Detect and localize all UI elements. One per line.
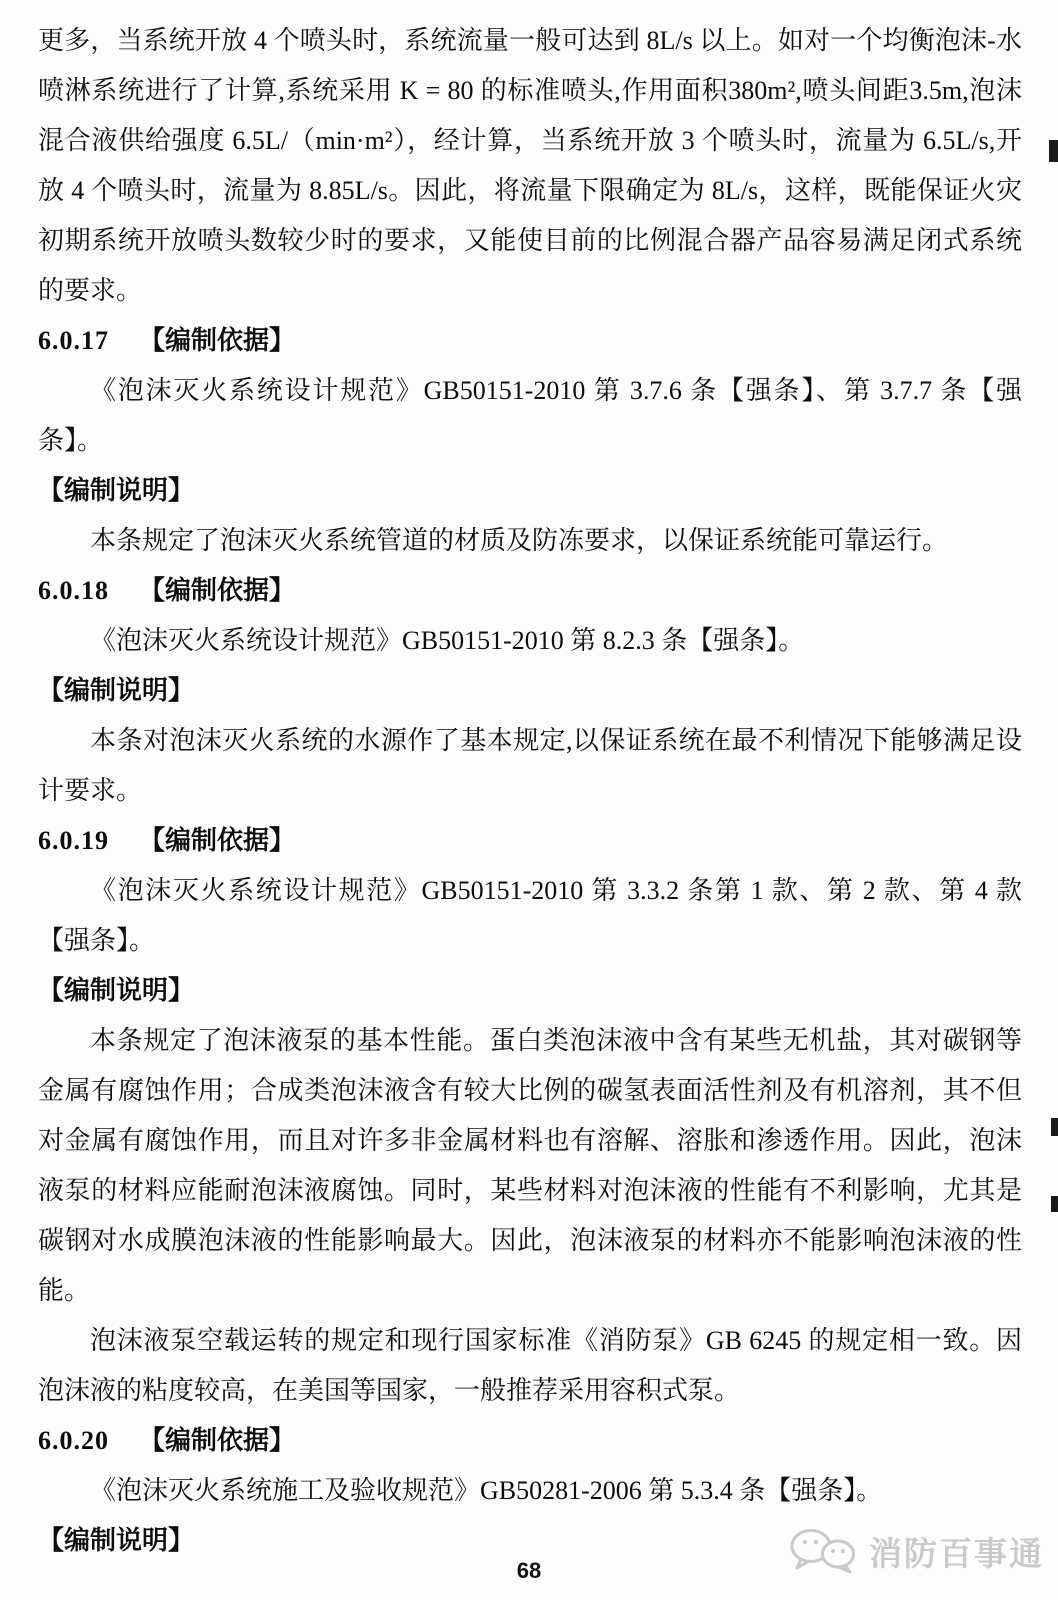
section-label: 【编制依据】: [139, 326, 296, 355]
section-heading-6-0-18: [38, 566, 1022, 616]
chat-bubbles-icon: [787, 1526, 861, 1576]
section-number: 6.0.17: [38, 326, 109, 355]
scan-artifact: [1051, 1118, 1058, 1136]
section-number: 6.0.18: [38, 576, 109, 605]
section-number: 6.0.19: [38, 826, 109, 855]
body-paragraph: 泡沫液泵空载运转的规定和现行国家标准《消防泵》GB 6245 的规定相一致。因泡沫液的粘度较高，在美国等国家，一般推荐采用容积式泵。: [38, 1326, 1022, 1405]
section-heading-6-0-19: [38, 816, 1022, 866]
subsection-heading: 【编制说明】: [38, 976, 195, 1005]
section-heading-6-0-20: [38, 1416, 1022, 1466]
watermark: [787, 1526, 1044, 1576]
subsection-heading: 【编制说明】: [38, 676, 195, 705]
scan-artifact: [1051, 1196, 1058, 1212]
body-paragraph: 本条规定了泡沫液泵的基本性能。蛋白类泡沫液中含有某些无机盐，其对碳钢等金属有腐蚀作用；合成类泡沫液含有较大比例的碳氢表面活性剂及有机溶剂，其不但对金属有腐蚀作用，而且对许多非金属材料也有溶解、溶胀和渗透作用。因此，泡沫液泵的材料应能耐泡沫液腐蚀。同时，某些材料对泡沫液的性能有不利影响，尤其是碳钢对水成膜泡沫液的性能影响最大。因此，泡沫液泵的材料亦不能影响泡沫液的性能。: [38, 1026, 1022, 1305]
citation-paragraph: 《泡沫灭火系统设计规范》GB50151-2010 第 3.7.6 条【强条】、第 3.7.7 条【强条】。: [38, 376, 1022, 455]
scan-artifact: [1049, 140, 1058, 162]
citation-paragraph: 《泡沫灭火系统设计规范》GB50151-2010 第 8.2.3 条【强条】。: [90, 626, 805, 655]
body-paragraph: 本条对泡沫灭火系统的水源作了基本规定,以保证系统在最不利情况下能够满足设计要求。: [38, 726, 1022, 805]
section-heading-6-0-17: [38, 316, 1022, 366]
section-number: 6.0.20: [38, 1426, 109, 1455]
watermark-text: 消防百事通: [869, 1536, 1044, 1573]
section-label: 【编制依据】: [139, 1426, 296, 1455]
body-paragraph: 本条规定了泡沫灭火系统管道的材质及防冻要求，以保证系统能可靠运行。: [90, 526, 949, 555]
document-content: [38, 16, 1022, 1566]
citation-paragraph: 《泡沫灭火系统施工及验收规范》GB50281-2006 第 5.3.4 条【强条】。: [90, 1476, 883, 1505]
section-label: 【编制依据】: [139, 826, 296, 855]
subsection-heading: 【编制说明】: [38, 476, 195, 505]
page-number: 68: [516, 1558, 542, 1583]
section-label: 【编制依据】: [139, 576, 296, 605]
subsection-heading: 【编制说明】: [38, 1526, 195, 1555]
paragraph-flow-continuation: 更多，当系统开放 4 个喷头时，系统流量一般可达到 8L/s 以上。如对一个均衡泡沫-水喷淋系统进行了计算,系统采用 K = 80 的标准喷头,作用面积380m²,喷头间距3.5m,泡沫混合液供给强度 6.5L/（min·m²），经计算，当系统开放 3 个喷头时，流量为 6.5L/s,开放 4 个喷头时，流量为 8.85L/s。因此，将流量下限确定为 8L/s，这样，既能保证火灾初期系统开放喷头数较少时的要求，又能使目前的比例混合器产品容易满足闭式系统的要求。: [38, 26, 1022, 305]
citation-paragraph: 《泡沫灭火系统设计规范》GB50151-2010 第 3.3.2 条第 1 款、第 2 款、第 4 款【强条】。: [38, 876, 1022, 955]
